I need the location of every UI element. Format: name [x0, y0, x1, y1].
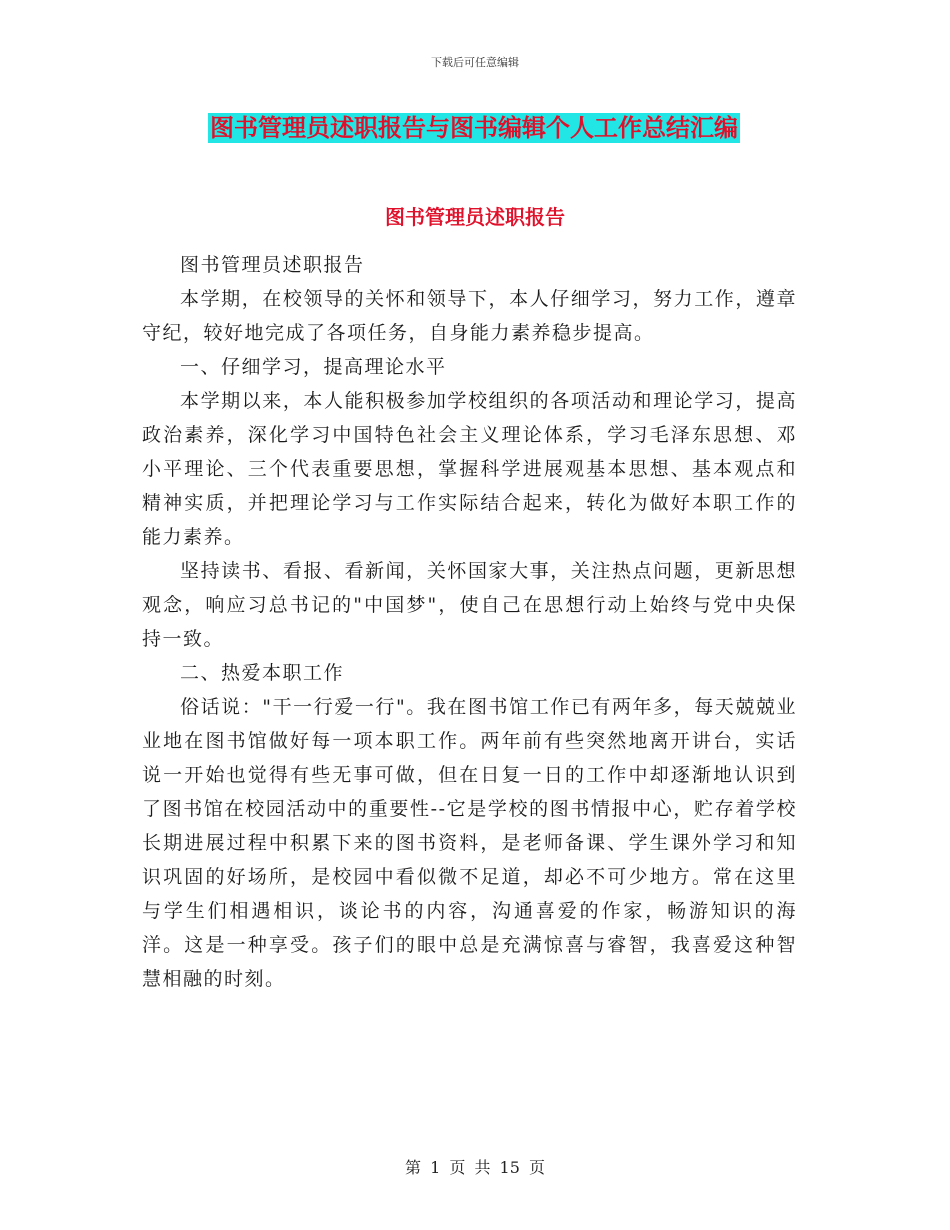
body-paragraph: 俗话说："干一行爱一行"。我在图书馆工作已有两年多，每天兢兢业业地在图书馆做好每一项本职工作。两年前有些突然地离开讲台，实话说一开始也觉得有些无事可做，但在日复一日的工作中却逐渐地认识到了图书馆在校园活动中的重要性--它是学校的图书情报中心，贮存着学校长期进展过程中积累下来的图书资料，是老师备课、学生课外学习和知识巩固的好场所，是校园中看似微不足道，却必不可少地方。常在这里与学生们相遇相识，谈论书的内容，沟通喜爱的作家，畅游知识的海洋。这是一种享受。孩子们的眼中总是充满惊喜与睿智，我喜爱这种智慧相融的时刻。: [142, 696, 797, 990]
document-title: 图书管理员述职报告与图书编辑个人工作总结汇编: [210, 113, 738, 142]
body-paragraph: 坚持读书、看报、看新闻，关怀国家大事，关注热点问题，更新思想观念，响应习总书记的"中国梦"，使自己在思想行动上始终与党中央保持一致。: [142, 560, 797, 650]
page-footer: 第 1 页 共 15 页: [405, 1158, 545, 1177]
section-heading: 二、热爱本职工作: [180, 662, 345, 684]
document-body: [142, 248, 797, 996]
header-note: 下载后可任意编辑: [431, 56, 519, 69]
body-paragraph: 本学期以来，本人能积极参加学校组织的各项活动和理论学习，提高政治素养，深化学习中国特色社会主义理论体系，学习毛泽东思想、邓小平理论、三个代表重要思想，掌握科学进展观基本思想、基本观点和精神实质，并把理论学习与工作实际结合起来，转化为做好本职工作的能力素养。: [142, 390, 797, 548]
body-paragraph: 图书管理员述职报告: [180, 254, 365, 276]
section-title: 图书管理员述职报告: [385, 205, 565, 229]
body-paragraph: 本学期，在校领导的关怀和领导下，本人仔细学习，努力工作，遵章守纪，较好地完成了各项任务，自身能力素养稳步提高。: [142, 288, 797, 344]
section-heading: 一、仔细学习，提高理论水平: [180, 356, 447, 378]
